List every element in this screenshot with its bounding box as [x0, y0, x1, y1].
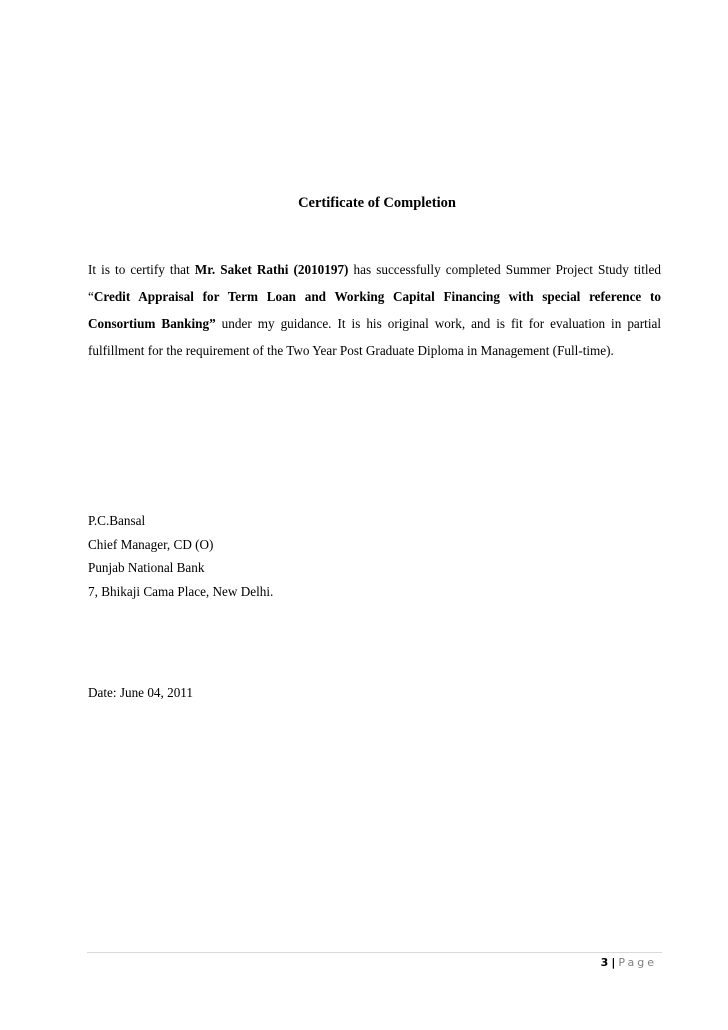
page-number: 3	[600, 956, 609, 969]
page-label: Page	[618, 956, 657, 969]
signatory-designation: Chief Manager, CD (O)	[88, 536, 214, 552]
page-separator: |	[611, 956, 616, 969]
body-intro: It is to certify that	[88, 262, 195, 277]
signatory-address: 7, Bhikaji Cama Place, New Delhi.	[88, 583, 274, 599]
signatory-organization: Punjab National Bank	[88, 560, 205, 575]
body-after-candidate: has successfully completed Summer Project Study titled “	[88, 262, 662, 304]
certificate-body	[88, 256, 661, 364]
signatory-name: P.C.Bansal	[88, 513, 146, 528]
candidate-name: Mr. Saket Rathi (2010197)	[194, 262, 349, 277]
project-title: Credit Appraisal for Term Loan and Working Capital Financing with special reference to Consortium Banking”	[88, 289, 661, 331]
page-footer	[601, 955, 657, 971]
body-closing: under my guidance. It is his original work, and is fit for evaluation in partial fulfillment for the requirement of the Two Year Post Graduate Diploma in Management (Full-time).	[88, 316, 662, 358]
certificate-date: Date: June 04, 2011	[88, 685, 193, 700]
footer-divider	[87, 952, 662, 953]
certificate-title: Certificate of Completion	[298, 195, 456, 211]
signatory-block	[88, 509, 273, 603]
